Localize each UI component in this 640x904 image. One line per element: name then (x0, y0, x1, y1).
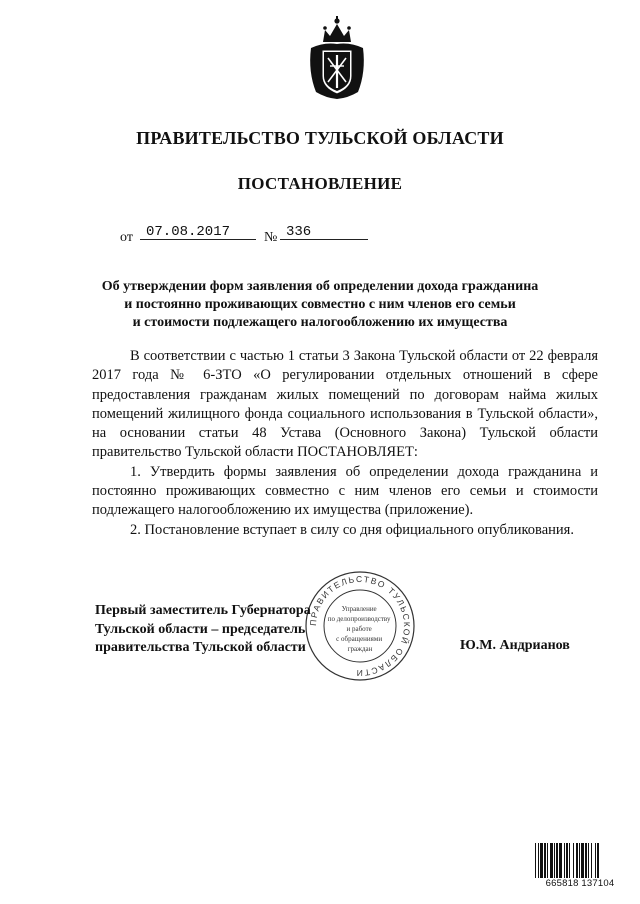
signer-name: Ю.М. Андрианов (460, 638, 570, 653)
subject-line: и стоимости подлежащего налогообложению их имущества (132, 315, 508, 330)
organization-title: ПРАВИТЕЛЬСТВО ТУЛЬСКОЙ ОБЛАСТИ (136, 128, 504, 148)
stamp-center-line: и работе (346, 625, 372, 633)
barcode-number: 665818 137104 (534, 878, 626, 889)
signer-title (95, 602, 311, 658)
document-number: 336 (280, 224, 368, 240)
official-stamp (303, 569, 417, 683)
document-date: 07.08.2017 (140, 224, 256, 240)
body-paragraph: В соответствии с частью 1 статьи 3 Закона Тульской области от 22 февраля 2017 года № 6-ЗТО «О регулировании отдельных отношений в сфере предоставления гражданам жилых помещений по договорам найма жилых помещений жилищного фонда социального использования в Тульской области», на основании статьи 48 Устава (Основного Закона) Тульской области правительство Тульской области ПОСТАНОВЛЯЕТ: (92, 348, 598, 461)
stamp-ring-text: ПРАВИТЕЛЬСТВО ТУЛЬСКОЙ ОБЛАСТИ (307, 573, 413, 679)
signer-title-line: Тульской области – председатель (95, 621, 306, 637)
subject-line: Об утверждении форм заявления об определении дохода гражданина (101, 279, 539, 294)
body-paragraph: 2. Постановление вступает в силу со дня официального опубликования. (130, 521, 574, 538)
subject-line: и постоянно проживающих совместно с ним членов его семьи (124, 297, 516, 312)
document-body (92, 347, 598, 540)
stamp-center-line: по делопроизводству (327, 615, 391, 623)
stamp-center-line: граждан (347, 645, 373, 653)
stamp-center-line: Управление (341, 605, 377, 613)
document-type: ПОСТАНОВЛЕНИЕ (237, 174, 403, 193)
signer-title-line: правительства Тульской области (95, 640, 306, 655)
svg-text:Управление по делопроизвод (328, 605, 393, 653)
stamp-center-line: с обращениями (336, 635, 383, 643)
signer-title-line: Первый заместитель Губернатора (95, 603, 311, 618)
number-prefix-label: № (264, 230, 278, 245)
document-subject (0, 278, 640, 332)
tula-coat-of-arms-emblem (306, 14, 368, 100)
date-prefix-label: от (120, 230, 133, 245)
body-paragraph: 1. Утвердить формы заявления об определении дохода гражданина и постоянно проживающих совместно с ним членов его семьи и стоимости подлежащего налогообложению их имущества (приложение). (92, 463, 598, 519)
